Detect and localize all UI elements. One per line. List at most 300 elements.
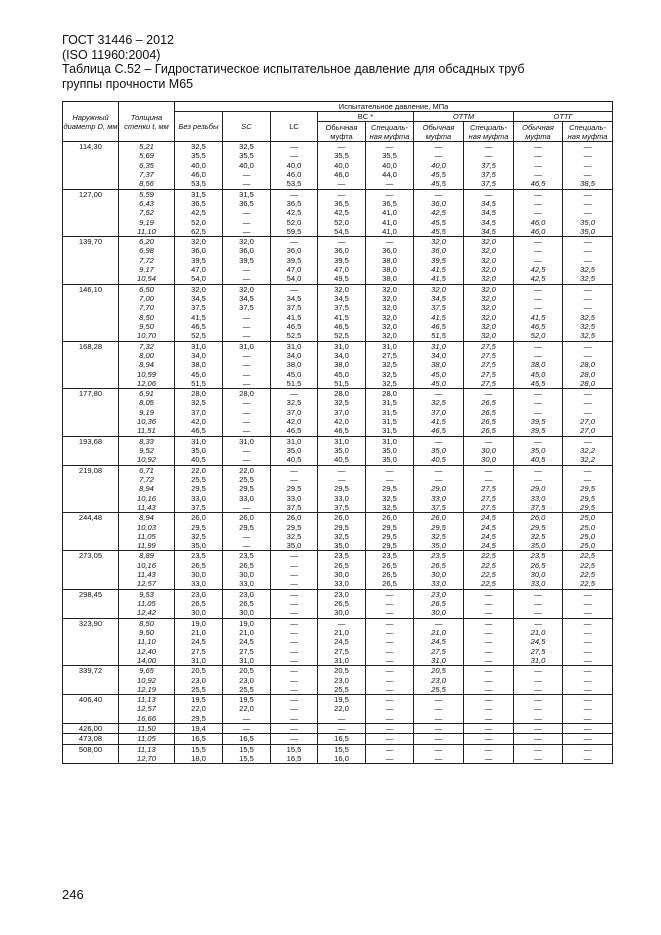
col-header-plain: Без резьбы (175, 112, 223, 142)
table-row (63, 351, 613, 360)
cell-pressure: 38,0 (366, 256, 414, 265)
cell-wall-thickness: 10,16 (119, 494, 175, 503)
cell-pressure: 26,0 (175, 513, 223, 523)
col-header-pressure: Испытательное давление, МПа (175, 102, 613, 112)
cell-pressure: — (563, 754, 613, 764)
cell-outer-diameter: 139,70 (63, 237, 119, 285)
cell-pressure: 22,5 (563, 579, 613, 589)
cell-pressure: 31,0 (223, 436, 271, 446)
table-row (63, 303, 613, 312)
cell-pressure: — (563, 161, 613, 170)
cell-pressure: 32,0 (464, 294, 514, 303)
cell-pressure: — (563, 685, 613, 695)
cell-pressure: 26,5 (464, 426, 514, 436)
cell-wall-thickness: 9,53 (119, 589, 175, 599)
cell-pressure: 33,0 (223, 494, 271, 503)
cell-pressure: 23,5 (414, 551, 464, 561)
cell-pressure: 35,0 (366, 455, 414, 465)
cell-pressure: 31,5 (175, 189, 223, 199)
table-row (63, 274, 613, 284)
table-row (63, 189, 613, 199)
cell-pressure: 40,5 (414, 455, 464, 465)
cell-pressure: — (223, 714, 271, 724)
cell-pressure: 31,0 (514, 656, 563, 666)
cell-pressure: — (223, 265, 271, 274)
table-row (63, 637, 613, 646)
cell-pressure: 46,5 (414, 322, 464, 331)
cell-pressure: 41,5 (414, 265, 464, 274)
cell-pressure: 32,0 (414, 284, 464, 294)
cell-pressure: 42,0 (318, 417, 366, 426)
cell-pressure: 22,5 (563, 570, 613, 579)
cell-pressure: 30,0 (464, 446, 514, 455)
sub-header-special: Специаль-ная муфта (464, 122, 514, 142)
cell-pressure: — (366, 589, 414, 599)
cell-pressure: 35,5 (366, 151, 414, 160)
cell-pressure: — (514, 408, 563, 417)
cell-pressure: 23,0 (318, 676, 366, 685)
cell-pressure: 35,0 (563, 227, 613, 237)
cell-pressure: 32,5 (414, 532, 464, 541)
cell-pressure: 30,0 (318, 608, 366, 618)
cell-pressure: 32,0 (464, 246, 514, 255)
cell-pressure: 45,5 (414, 218, 464, 227)
table-row (63, 618, 613, 628)
cell-pressure: 52,0 (514, 331, 563, 341)
cell-pressure: — (271, 551, 318, 561)
cell-pressure: 41,5 (514, 313, 563, 322)
cell-pressure: — (223, 724, 271, 734)
cell-pressure: 30,0 (175, 608, 223, 618)
cell-pressure: 46,5 (514, 322, 563, 331)
cell-pressure: 32,0 (366, 303, 414, 312)
cell-pressure: — (366, 685, 414, 695)
cell-pressure: — (223, 446, 271, 455)
cell-pressure: — (366, 599, 414, 608)
cell-pressure: 33,0 (318, 579, 366, 589)
cell-pressure: — (563, 608, 613, 618)
table-row (63, 237, 613, 247)
cell-pressure: 28,0 (563, 370, 613, 379)
table-row (63, 446, 613, 455)
cell-pressure: 36,5 (175, 199, 223, 208)
cell-pressure: — (223, 417, 271, 426)
cell-pressure: 62,5 (175, 227, 223, 237)
cell-pressure: 30,0 (414, 570, 464, 579)
cell-pressure: — (366, 618, 414, 628)
table-row (63, 484, 613, 493)
table-caption: Таблица С.52 – Гидростатическое испытательное давление для обсадных труб (62, 62, 525, 76)
table-row (63, 360, 613, 369)
cell-pressure: 23,5 (366, 551, 414, 561)
table-row (63, 494, 613, 503)
cell-pressure: 28,0 (563, 360, 613, 369)
cell-pressure: — (563, 284, 613, 294)
table-row (63, 341, 613, 351)
cell-pressure: 36,0 (223, 246, 271, 255)
cell-pressure: — (318, 714, 366, 724)
table-row (63, 676, 613, 685)
cell-pressure: 22,5 (464, 570, 514, 579)
cell-pressure: — (223, 408, 271, 417)
table-row (63, 370, 613, 379)
cell-pressure: 52,5 (318, 331, 366, 341)
cell-pressure: 47,0 (318, 265, 366, 274)
cell-pressure: — (563, 647, 613, 656)
cell-pressure: 32,0 (464, 256, 514, 265)
cell-pressure: 23,0 (223, 589, 271, 599)
cell-pressure: 24,5 (464, 513, 514, 523)
cell-pressure: 52,0 (271, 218, 318, 227)
cell-pressure: 54,0 (175, 274, 223, 284)
cell-outer-diameter: 219,08 (63, 465, 119, 513)
cell-pressure: 35,0 (563, 218, 613, 227)
cell-pressure: 54,5 (318, 227, 366, 237)
cell-pressure: — (271, 724, 318, 734)
cell-pressure: 32,5 (414, 398, 464, 407)
cell-wall-thickness: 12,19 (119, 685, 175, 695)
cell-pressure: 51,5 (414, 331, 464, 341)
cell-wall-thickness: 7,72 (119, 475, 175, 484)
cell-pressure: 41,0 (366, 227, 414, 237)
cell-pressure: — (414, 475, 464, 484)
cell-outer-diameter: 339,72 (63, 666, 119, 695)
cell-pressure: 31,0 (175, 656, 223, 666)
cell-pressure: 38,0 (318, 360, 366, 369)
cell-pressure: — (464, 695, 514, 705)
cell-pressure: — (464, 666, 514, 676)
cell-pressure: — (318, 724, 366, 734)
table-row (63, 589, 613, 599)
cell-pressure: — (464, 151, 514, 160)
cell-pressure: — (464, 656, 514, 666)
cell-pressure: — (514, 237, 563, 247)
cell-pressure: 25,0 (563, 541, 613, 551)
cell-pressure: — (271, 389, 318, 399)
cell-pressure: 52,0 (318, 218, 366, 227)
cell-pressure: — (223, 455, 271, 465)
cell-pressure: 35,0 (271, 541, 318, 551)
cell-pressure: 31,5 (366, 426, 414, 436)
cell-pressure: 15,5 (223, 754, 271, 764)
cell-pressure: 34,5 (271, 294, 318, 303)
cell-pressure: 31,0 (318, 436, 366, 446)
cell-pressure: — (563, 628, 613, 637)
cell-pressure: — (414, 389, 464, 399)
cell-pressure: 33,0 (414, 579, 464, 589)
cell-pressure: 22,0 (175, 465, 223, 475)
table-row (63, 398, 613, 407)
cell-wall-thickness: 12,42 (119, 608, 175, 618)
cell-pressure: 20,5 (318, 666, 366, 676)
table-row (63, 256, 613, 265)
cell-pressure: — (366, 714, 414, 724)
cell-pressure: 27,5 (318, 647, 366, 656)
cell-pressure: 41,5 (414, 313, 464, 322)
cell-pressure: 42,0 (175, 417, 223, 426)
cell-pressure: 37,0 (175, 408, 223, 417)
col-header-lc: LC (271, 112, 318, 142)
cell-pressure: 39,5 (514, 426, 563, 436)
cell-pressure: 26,5 (414, 561, 464, 570)
table-row (63, 561, 613, 570)
cell-pressure: — (271, 628, 318, 637)
cell-pressure: 29,5 (223, 523, 271, 532)
cell-pressure: 31,0 (414, 341, 464, 351)
cell-pressure: — (223, 426, 271, 436)
cell-pressure: 25,5 (175, 475, 223, 484)
cell-wall-thickness: 7,37 (119, 170, 175, 179)
table-row (63, 455, 613, 465)
cell-pressure: 29,5 (271, 523, 318, 532)
cell-pressure: 42,5 (271, 208, 318, 217)
cell-pressure: 32,5 (223, 142, 271, 152)
cell-pressure: 36,0 (318, 246, 366, 255)
cell-pressure: 40,5 (514, 455, 563, 465)
cell-pressure: 42,5 (175, 208, 223, 217)
cell-pressure: 21,0 (175, 628, 223, 637)
table-row (63, 551, 613, 561)
cell-pressure: — (414, 714, 464, 724)
cell-pressure: 52,5 (271, 331, 318, 341)
col-header-bc: BC * (318, 112, 414, 122)
cell-pressure: — (514, 189, 563, 199)
cell-pressure: 42,5 (318, 208, 366, 217)
cell-pressure: 32,5 (366, 503, 414, 513)
cell-outer-diameter: 508,00 (63, 744, 119, 764)
sub-header-special: Специаль-ная муфта (366, 122, 414, 142)
cell-pressure: 22,0 (318, 704, 366, 713)
sub-header-regular: Обычная муфта (514, 122, 563, 142)
cell-pressure: — (563, 724, 613, 734)
cell-pressure: — (464, 744, 514, 754)
cell-pressure: — (563, 246, 613, 255)
cell-pressure: — (318, 475, 366, 484)
cell-pressure: 27,5 (464, 494, 514, 503)
cell-pressure: 32,0 (366, 313, 414, 322)
table-row (63, 685, 613, 695)
cell-pressure: — (271, 570, 318, 579)
cell-pressure: — (514, 284, 563, 294)
table-row (63, 704, 613, 713)
cell-pressure: — (464, 618, 514, 628)
cell-pressure: 28,0 (175, 389, 223, 399)
cell-pressure: 36,0 (175, 246, 223, 255)
cell-wall-thickness: 7,72 (119, 256, 175, 265)
cell-wall-thickness: 11,05 (119, 532, 175, 541)
cell-wall-thickness: 5,21 (119, 142, 175, 152)
cell-pressure: — (514, 170, 563, 179)
cell-pressure: — (223, 360, 271, 369)
cell-pressure: 23,5 (175, 551, 223, 561)
cell-pressure: — (366, 754, 414, 764)
table-row (63, 408, 613, 417)
cell-outer-diameter: 114,30 (63, 142, 119, 190)
cell-pressure: 37,5 (464, 179, 514, 189)
cell-pressure: 31,0 (366, 436, 414, 446)
cell-pressure: 36,0 (414, 246, 464, 255)
table-row (63, 513, 613, 523)
col-header-ottm: ОТТМ (414, 112, 514, 122)
cell-pressure: 46,5 (318, 322, 366, 331)
cell-pressure: 36,0 (271, 246, 318, 255)
cell-pressure: 32,0 (464, 284, 514, 294)
cell-pressure: 32,5 (563, 274, 613, 284)
cell-pressure: 38,0 (514, 360, 563, 369)
cell-pressure: 45,0 (414, 370, 464, 379)
cell-pressure: 23,0 (223, 676, 271, 685)
cell-pressure: — (271, 704, 318, 713)
cell-pressure: — (414, 744, 464, 754)
cell-pressure: 34,5 (464, 227, 514, 237)
cell-pressure: 46,5 (514, 179, 563, 189)
cell-pressure: 52,5 (175, 331, 223, 341)
cell-pressure: 45,0 (318, 370, 366, 379)
cell-wall-thickness: 6,20 (119, 237, 175, 247)
cell-pressure: 34,5 (175, 294, 223, 303)
cell-pressure: 24,5 (464, 523, 514, 532)
cell-pressure: — (563, 408, 613, 417)
cell-pressure: 32,5 (563, 322, 613, 331)
cell-pressure: 27,5 (464, 370, 514, 379)
cell-pressure: 30,0 (175, 570, 223, 579)
cell-pressure: — (464, 436, 514, 446)
cell-pressure: 19,5 (318, 695, 366, 705)
cell-pressure: — (271, 475, 318, 484)
cell-pressure: — (366, 734, 414, 744)
cell-pressure: 29,5 (175, 523, 223, 532)
cell-pressure: — (563, 170, 613, 179)
cell-pressure: 32,0 (464, 322, 514, 331)
cell-pressure: 34,5 (414, 294, 464, 303)
cell-pressure: 46,5 (271, 426, 318, 436)
cell-pressure: — (464, 714, 514, 724)
cell-wall-thickness: 11,13 (119, 744, 175, 754)
cell-pressure: 31,0 (318, 341, 366, 351)
table-row (63, 294, 613, 303)
cell-pressure: — (464, 142, 514, 152)
table-row (63, 436, 613, 446)
table-row (63, 734, 613, 744)
cell-wall-thickness: 9,65 (119, 666, 175, 676)
cell-pressure: — (514, 151, 563, 160)
table-head (63, 102, 613, 142)
cell-pressure: — (366, 608, 414, 618)
cell-pressure: — (514, 666, 563, 676)
cell-pressure: — (514, 351, 563, 360)
table-row (63, 754, 613, 764)
cell-pressure: — (464, 754, 514, 764)
cell-pressure: — (514, 685, 563, 695)
cell-pressure: — (271, 695, 318, 705)
cell-pressure: — (366, 637, 414, 646)
cell-pressure: 40,0 (223, 161, 271, 170)
cell-pressure: 24,5 (464, 541, 514, 551)
cell-pressure: — (318, 142, 366, 152)
cell-pressure: — (514, 161, 563, 170)
cell-pressure: 26,5 (366, 561, 414, 570)
cell-pressure: 33,0 (318, 494, 366, 503)
cell-pressure: — (271, 734, 318, 744)
cell-pressure: — (414, 734, 464, 744)
cell-pressure: 46,0 (514, 218, 563, 227)
cell-pressure: — (271, 561, 318, 570)
table-row (63, 579, 613, 589)
cell-wall-thickness: 7,00 (119, 294, 175, 303)
cell-pressure: 46,5 (414, 426, 464, 436)
cell-pressure: 20,5 (414, 666, 464, 676)
cell-pressure: 32,5 (175, 532, 223, 541)
cell-pressure: 26,0 (366, 513, 414, 523)
cell-pressure: 37,5 (175, 303, 223, 312)
cell-pressure: — (271, 714, 318, 724)
cell-pressure: 16,5 (175, 734, 223, 744)
cell-pressure: 32,2 (563, 455, 613, 465)
cell-pressure: 28,0 (318, 389, 366, 399)
cell-pressure: 19,0 (175, 618, 223, 628)
cell-pressure: — (366, 656, 414, 666)
cell-pressure: 33,0 (175, 494, 223, 503)
cell-pressure: 34,0 (175, 351, 223, 360)
cell-pressure: 39,5 (514, 417, 563, 426)
cell-pressure: — (414, 142, 464, 152)
cell-wall-thickness: 6,35 (119, 161, 175, 170)
cell-pressure: 29,5 (366, 523, 414, 532)
cell-pressure: 29,5 (175, 484, 223, 493)
cell-pressure: 40,0 (271, 161, 318, 170)
cell-pressure: — (366, 179, 414, 189)
cell-pressure: 34,0 (271, 351, 318, 360)
cell-pressure: 40,5 (175, 455, 223, 465)
cell-pressure: — (514, 465, 563, 475)
cell-pressure: 15,5 (175, 744, 223, 754)
cell-pressure: 33,0 (414, 494, 464, 503)
cell-pressure: 46,0 (175, 170, 223, 179)
col-header-od: Наружный диаметр D, мм (63, 102, 119, 142)
cell-pressure: 45,0 (271, 370, 318, 379)
cell-pressure: — (514, 303, 563, 312)
cell-wall-thickness: 9,50 (119, 322, 175, 331)
cell-pressure: — (414, 618, 464, 628)
cell-pressure: 31,5 (366, 398, 414, 407)
cell-pressure: 37,0 (414, 408, 464, 417)
cell-pressure: 35,0 (414, 541, 464, 551)
cell-pressure: — (563, 151, 613, 160)
cell-pressure: 32,0 (175, 284, 223, 294)
cell-pressure: 30,0 (223, 570, 271, 579)
cell-pressure: 34,5 (464, 218, 514, 227)
cell-outer-diameter: 146,10 (63, 284, 119, 341)
cell-pressure: 15,5 (223, 744, 271, 754)
cell-pressure: 32,0 (223, 237, 271, 247)
cell-pressure: 40,0 (414, 161, 464, 170)
cell-pressure: — (563, 341, 613, 351)
cell-outer-diameter: 193,68 (63, 436, 119, 465)
cell-pressure: 20,5 (175, 666, 223, 676)
cell-pressure: — (563, 676, 613, 685)
cell-wall-thickness: 10,92 (119, 676, 175, 685)
cell-pressure: — (223, 503, 271, 513)
cell-pressure: 29,5 (366, 532, 414, 541)
cell-pressure: — (464, 676, 514, 685)
cell-pressure: 16,0 (318, 754, 366, 764)
cell-pressure: 35,0 (514, 446, 563, 455)
cell-pressure: 39,5 (271, 256, 318, 265)
cell-pressure: 35,0 (175, 446, 223, 455)
cell-pressure: 32,0 (464, 265, 514, 274)
cell-wall-thickness: 11,50 (119, 724, 175, 734)
cell-wall-thickness: 5,59 (119, 189, 175, 199)
